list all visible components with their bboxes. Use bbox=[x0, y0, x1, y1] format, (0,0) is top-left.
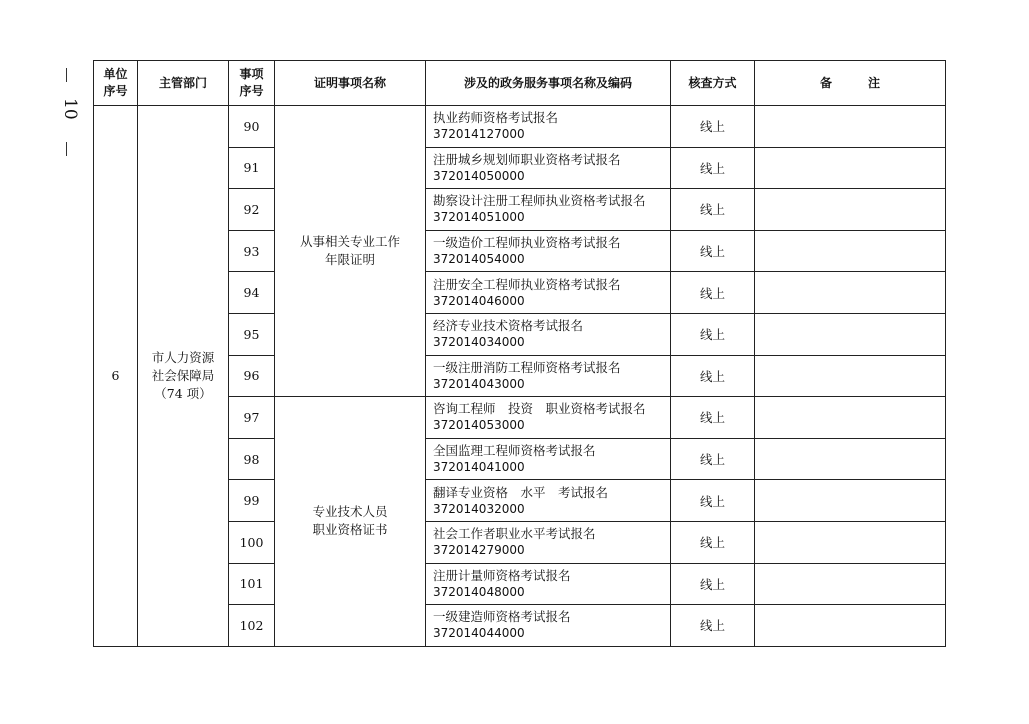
table-row bbox=[94, 106, 946, 148]
item-no: 99 bbox=[229, 480, 275, 522]
check-method: 线上 bbox=[671, 189, 755, 231]
item-no: 101 bbox=[229, 563, 275, 605]
service-code: 372014048000 bbox=[433, 584, 525, 599]
service-name: 执业药师资格考试报名 bbox=[433, 110, 559, 126]
item-no: 94 bbox=[229, 272, 275, 314]
item-no: 96 bbox=[229, 355, 275, 397]
header-cert-name: 证明事项名称 bbox=[275, 61, 426, 106]
service-cell bbox=[426, 563, 671, 605]
cert-line: 从事相关专业工作 bbox=[299, 234, 400, 250]
header-service: 涉及的政务服务事项名称及编码 bbox=[426, 61, 671, 106]
dash-bottom bbox=[66, 142, 67, 156]
service-code: 372014034000 bbox=[433, 335, 525, 350]
remark-cell bbox=[755, 189, 946, 231]
check-method: 线上 bbox=[671, 230, 755, 272]
unit-no: 6 bbox=[94, 106, 138, 647]
service-code: 372014044000 bbox=[433, 626, 525, 641]
remark-cell bbox=[755, 521, 946, 563]
service-code: 372014127000 bbox=[433, 127, 525, 142]
item-no: 91 bbox=[229, 147, 275, 189]
check-method: 线上 bbox=[671, 397, 755, 439]
dept-line: 市人力资源 bbox=[151, 349, 215, 365]
service-code: 372014054000 bbox=[433, 252, 525, 267]
service-code: 372014051000 bbox=[433, 210, 525, 225]
check-method: 线上 bbox=[671, 272, 755, 314]
check-method: 线上 bbox=[671, 355, 755, 397]
service-name: 注册计量师资格考试报名 bbox=[433, 567, 571, 583]
check-method: 线上 bbox=[671, 521, 755, 563]
service-cell bbox=[426, 521, 671, 563]
remark-cell bbox=[755, 397, 946, 439]
service-name: 注册安全工程师执业资格考试报名 bbox=[433, 276, 621, 292]
check-method: 线上 bbox=[671, 605, 755, 647]
service-cell bbox=[426, 397, 671, 439]
service-cell bbox=[426, 605, 671, 647]
cert-line: 专业技术人员 bbox=[312, 504, 388, 520]
service-cell bbox=[426, 189, 671, 231]
page-number-text: 10 bbox=[60, 98, 80, 120]
cert-name-cell bbox=[275, 397, 426, 647]
service-name: 社会工作者职业水平考试报名 bbox=[433, 526, 596, 542]
dept-line: （74 项） bbox=[154, 385, 212, 401]
header-dept: 主管部门 bbox=[138, 61, 229, 106]
service-cell bbox=[426, 230, 671, 272]
service-code: 372014032000 bbox=[433, 501, 525, 516]
remark-cell bbox=[755, 480, 946, 522]
service-cell bbox=[426, 106, 671, 148]
item-no: 93 bbox=[229, 230, 275, 272]
remark-cell bbox=[755, 230, 946, 272]
cert-line: 年限证明 bbox=[324, 252, 375, 268]
service-name: 一级建造师资格考试报名 bbox=[433, 609, 571, 625]
service-code: 372014050000 bbox=[433, 168, 525, 183]
remark-cell bbox=[755, 355, 946, 397]
header-item-no: 事项序号 bbox=[229, 61, 275, 106]
service-name: 翻译专业资格 水平 考试报名 bbox=[433, 484, 609, 500]
check-method: 线上 bbox=[671, 313, 755, 355]
item-no: 100 bbox=[229, 521, 275, 563]
check-method: 线上 bbox=[671, 480, 755, 522]
service-name: 勘察设计注册工程师执业资格考试报名 bbox=[433, 193, 646, 209]
service-name: 咨询工程师 投资 职业资格考试报名 bbox=[433, 401, 646, 417]
service-name: 注册城乡规划师职业资格考试报名 bbox=[433, 151, 621, 167]
remark-cell bbox=[755, 272, 946, 314]
service-cell bbox=[426, 272, 671, 314]
item-no: 97 bbox=[229, 397, 275, 439]
service-code: 372014046000 bbox=[433, 293, 525, 308]
service-cell bbox=[426, 438, 671, 480]
cert-name-cell bbox=[275, 106, 426, 397]
remark-cell bbox=[755, 106, 946, 148]
item-no: 90 bbox=[229, 106, 275, 148]
header-check: 核查方式 bbox=[671, 61, 755, 106]
header-row bbox=[94, 61, 946, 106]
item-no: 92 bbox=[229, 189, 275, 231]
dept-line: 社会保障局 bbox=[151, 367, 215, 383]
remark-cell bbox=[755, 438, 946, 480]
service-cell bbox=[426, 480, 671, 522]
remark-cell bbox=[755, 563, 946, 605]
service-name: 全国监理工程师资格考试报名 bbox=[433, 443, 596, 459]
service-code: 372014041000 bbox=[433, 460, 525, 475]
item-no: 98 bbox=[229, 438, 275, 480]
service-code: 372014043000 bbox=[433, 376, 525, 391]
item-no: 102 bbox=[229, 605, 275, 647]
page-number bbox=[54, 68, 80, 158]
dash-top bbox=[66, 68, 67, 82]
header-remark: 备 注 bbox=[755, 61, 946, 106]
service-name: 一级造价工程师执业资格考试报名 bbox=[433, 235, 621, 251]
service-code: 372014053000 bbox=[433, 418, 525, 433]
check-method: 线上 bbox=[671, 106, 755, 148]
service-cell bbox=[426, 147, 671, 189]
service-code: 372014279000 bbox=[433, 543, 525, 558]
check-method: 线上 bbox=[671, 563, 755, 605]
check-method: 线上 bbox=[671, 147, 755, 189]
remark-cell bbox=[755, 605, 946, 647]
remark-cell bbox=[755, 147, 946, 189]
cert-line: 职业资格证书 bbox=[312, 522, 388, 538]
check-method: 线上 bbox=[671, 438, 755, 480]
service-cell bbox=[426, 355, 671, 397]
header-unit-no: 单位序号 bbox=[94, 61, 138, 106]
certification-table bbox=[93, 60, 946, 647]
item-no: 95 bbox=[229, 313, 275, 355]
service-name: 一级注册消防工程师资格考试报名 bbox=[433, 359, 621, 375]
remark-cell bbox=[755, 313, 946, 355]
service-cell bbox=[426, 313, 671, 355]
service-name: 经济专业技术资格考试报名 bbox=[433, 318, 584, 334]
dept-cell bbox=[138, 106, 229, 647]
